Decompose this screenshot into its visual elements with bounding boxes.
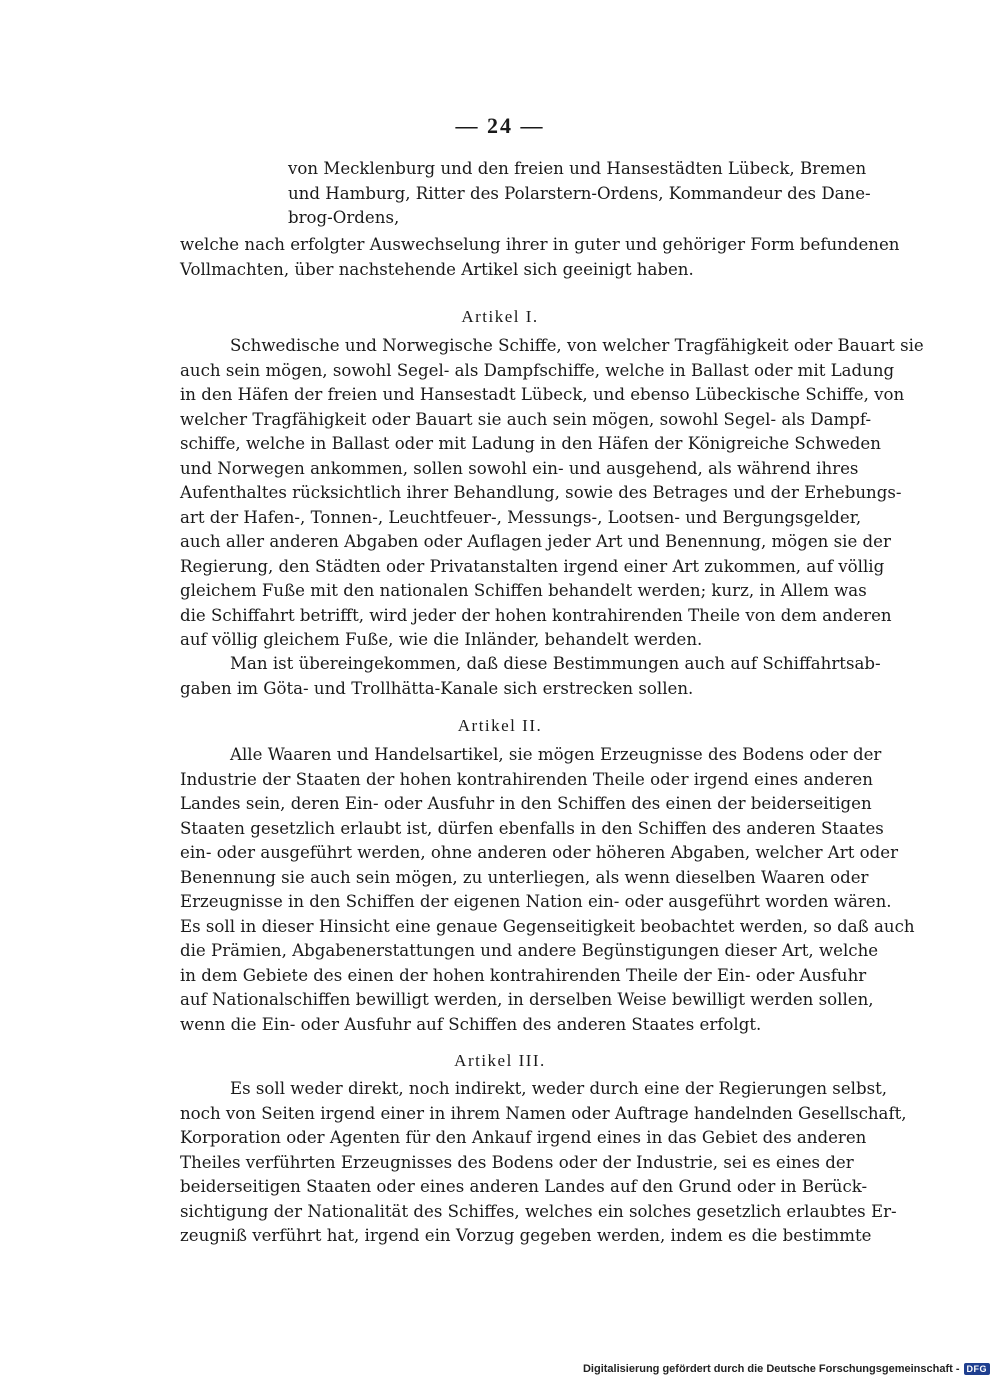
text-line: in dem Gebiete des einen der hohen kontrahirenden Theile der Ein- oder Ausfuhr [180,965,867,985]
text-line: noch von Seiten irgend einer in ihrem Namen oder Auftrage handelnden Gesellschaft, [180,1103,907,1123]
text-line: auf Nationalschiffen bewilligt werden, in derselben Weise bewilligt werden sollen, [180,990,874,1009]
text-line: gleichem Fuße mit den nationalen Schiffen behandelt werden; kurz, in Allem was [180,581,867,600]
text-line: Industrie der Staaten der hohen kontrahirenden Theile oder irgend eines anderen [180,769,873,789]
text-line: brog-Ordens, [288,208,400,227]
article-3-paragraph-1 [180,1077,907,1249]
text-line: Theiles verführten Erzeugnisses des Bodens oder der Industrie, sei es eines der [180,1152,854,1172]
footer-text: Digitalisierung gefördert durch die Deutsche Forschungsgemeinschaft - [582,1363,960,1375]
text-line: auch sein mögen, sowohl Segel- als Dampfschiffe, welche in Ballast oder mit Ladung [180,360,895,380]
text-line: Schwedische und Norwegische Schiffe, von welcher Tragfähigkeit oder Bauart sie [230,336,924,355]
text-line: Regierung, den Städten oder Privatanstalten irgend einer Art zukommen, auf völlig [180,556,885,576]
intro-continuation [180,233,900,282]
text-line: auf völlig gleichem Fuße, wie die Inländer, behandelt werden. [180,630,703,649]
text-line: ein- oder ausgeführt werden, ohne anderen oder höheren Abgaben, welcher Art oder [180,843,898,862]
text-line: beiderseitigen Staaten oder eines anderen Landes auf den Grund oder in Berück- [180,1177,868,1196]
text-line: von Mecklenburg und den freien und Hansestädten Lübeck, Bremen [288,159,867,178]
text-line: Korporation oder Agenten für den Ankauf irgend eines in das Gebiet des anderen [180,1128,867,1147]
text-line: schiffe, welche in Ballast oder mit Ladung in den Häfen der Königreiche Schweden [180,434,881,453]
text-line: Es soll weder direkt, noch indirekt, weder durch eine der Regierungen selbst, [230,1079,888,1098]
article-1-paragraph-1 [180,334,924,653]
text-line: gaben im Göta- und Trollhätta-Kanale sich erstrecken sollen. [180,678,694,698]
text-line: Staaten gesetzlich erlaubt ist, dürfen ebenfalls in den Schiffen des anderen Staates [180,818,884,838]
text-line: welche nach erfolgter Auswechselung ihrer in guter und gehöriger Form befundenen [180,235,900,254]
text-line: und Norwegen ankommen, sollen sowohl ein- und ausgehend, als während ihres [180,458,859,478]
article-heading: Artikel III. [454,1051,546,1070]
article-2-paragraph-1 [180,743,915,1037]
text-line: art der Hafen-, Tonnen-, Leuchtfeuer-, Messungs-, Lootsen- und Bergungsgelder, [180,507,862,527]
article-heading: Artikel II. [457,716,543,735]
text-line: Man ist übereingekommen, daß diese Bestimmungen auch auf Schiffahrtsab- [230,654,881,673]
article-1-paragraph-2 [180,652,881,701]
text-line: Benennung sie auch sein mögen, zu unterliegen, als wenn dieselben Waaren oder [180,867,869,887]
text-line: Aufenthaltes rücksichtlich ihrer Behandlung, sowie des Betrages und der Erhebungs- [180,483,902,502]
text-line: auch aller anderen Abgaben oder Auflagen jeder Art und Benennung, mögen sie der [180,532,891,551]
article-heading: Artikel I. [461,307,539,326]
text-line: Vollmachten, über nachstehende Artikel sich geeinigt haben. [180,259,694,279]
text-line: und Hamburg, Ritter des Polarstern-Ordens, Kommandeur des Dane- [288,183,871,203]
intro-signatory-block [288,157,871,231]
text-line: sichtigung der Nationalität des Schiffes, welches ein solches gesetzlich erlaubtes Er- [180,1201,897,1221]
text-line: in den Häfen der freien und Hansestadt Lübeck, und ebenso Lübeckische Schiffe, von [180,385,905,404]
text-line: Es soll in dieser Hinsicht eine genaue Gegenseitigkeit beobachtet werden, so daß auch [180,916,915,936]
text-line: Alle Waaren und Handelsartikel, sie mögen Erzeugnisse des Bodens oder der [230,745,882,764]
text-line: die Schiffahrt betrifft, wird jeder der hohen kontrahirenden Theile von dem anderen [180,605,892,625]
text-line: Landes sein, deren Ein- oder Ausfuhr in den Schiffen des einen der beiderseitigen [180,794,872,813]
text-line: Erzeugnisse in den Schiffen der eigenen Nation ein- oder ausgeführt worden wären. [180,892,892,911]
text-line: welcher Tragfähigkeit oder Bauart sie auch sein mögen, sowohl Segel- als Dampf- [180,409,872,429]
text-line: wenn die Ein- oder Ausfuhr auf Schiffen des anderen Staates erfolgt. [180,1014,762,1034]
text-line: die Prämien, Abgabenerstattungen und andere Begünstigungen dieser Art, welche [180,941,879,960]
digitization-footer [583,1363,990,1375]
dfg-logo-icon: DFG [964,1363,991,1375]
page-number: — 24 — [455,113,545,138]
text-line: zeugniß verführt hat, irgend ein Vorzug gegeben werden, indem es die bestimmte [180,1226,872,1245]
